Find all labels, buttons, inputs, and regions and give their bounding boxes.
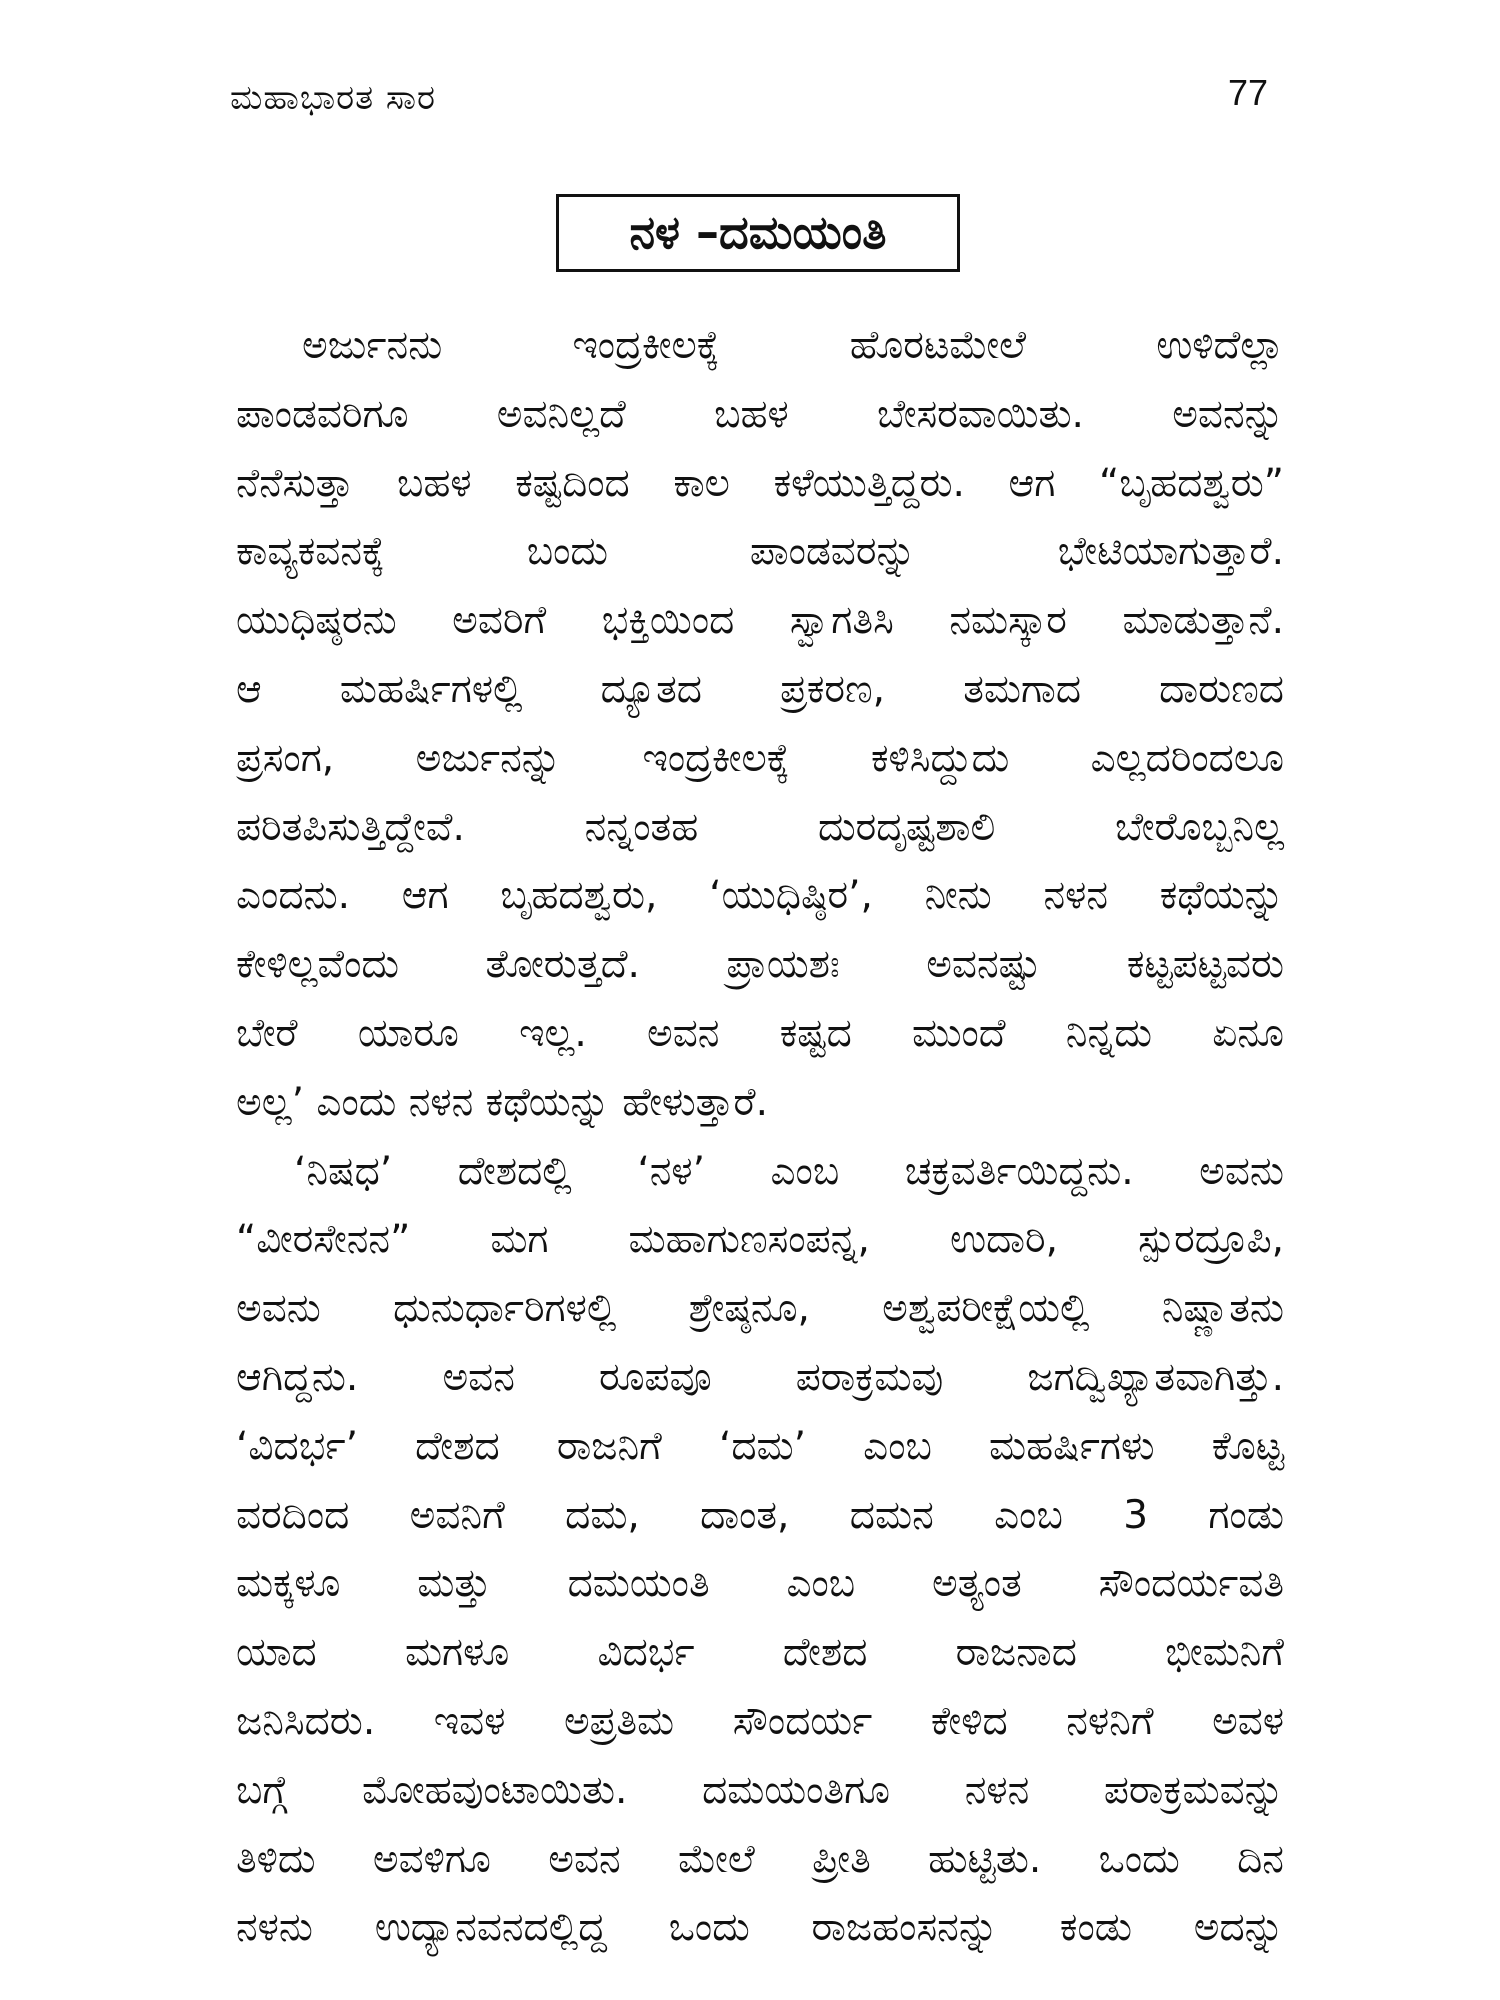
text-line: ಬೇರೆ ಯಾರೂ ಇಲ್ಲ. ಅವನ ಕಷ್ಟದ ಮುಂದೆ ನಿನ್ನದು ಏನೂ (236, 1010, 1284, 1056)
page-number: 77 (1228, 72, 1269, 113)
text-line: ನೆನೆಸುತ್ತಾ ಬಹಳ ಕಷ್ಟದಿಂದ ಕಾಲ ಕಳೆಯುತ್ತಿದ್ದರು. ಆಗ “ಬೃಹದಶ್ವರು” (236, 460, 1284, 506)
text-line: ಆ ಮಹರ್ಷಿಗಳಲ್ಲಿ ದ್ಯೂತದ ಪ್ರಕರಣ, ತಮಗಾದ ದಾರುಣದ (236, 666, 1284, 712)
text-line: ಎಂದನು. ಆಗ ಬೃಹದಶ್ವರು, ‘ಯುಧಿಷ್ಠಿರ’, ನೀನು ನಳನ ಕಥೆಯನ್ನು (236, 873, 1284, 919)
text-line: ಯುಧಿಷ್ಠರನು ಅವರಿಗೆ ಭಕ್ತಿಯಿಂದ ಸ್ವಾಗತಿಸಿ ನಮಸ್ಕಾರ ಮಾಡುತ್ತಾನೆ. (236, 598, 1284, 644)
body-text (236, 312, 1284, 1963)
text-line: ಕಾವ್ಯಕವನಕ್ಕೆ ಬಂದು ಪಾಂಡವರನ್ನು ಭೇಟಿಯಾಗುತ್ತಾರೆ. (236, 529, 1284, 575)
chapter-title-text: ನಳ –ದಮಯಂತಿ (629, 205, 887, 259)
text-line: ತಿಳಿದು ಅವಳಿಗೂ ಅವನ ಮೇಲೆ ಪ್ರೀತಿ ಹುಟ್ಟಿತು. ಒಂದು ದಿನ (236, 1836, 1284, 1882)
text-line: “ವೀರಸೇನನ” ಮಗ ಮಹಾಗುಣಸಂಪನ್ನ, ಉದಾರಿ, ಸ್ಪುರದ್ರೂಪಿ, (236, 1217, 1284, 1263)
running-title: ಮಹಾಭಾರತ ಸಾರ (230, 78, 436, 118)
text-line: ಪ್ರಸಂಗ, ಅರ್ಜುನನ್ನು ಇಂದ್ರಕೀಲಕ್ಕೆ ಕಳಿಸಿದ್ದುದು ಎಲ್ಲದರಿಂದಲೂ (236, 735, 1284, 781)
text-line: ನಳನು ಉದ್ಯಾನವನದಲ್ಲಿದ್ದ ಒಂದು ರಾಜಹಂಸನನ್ನು ಕಂಡು ಅದನ್ನು (236, 1905, 1284, 1951)
chapter-title (556, 194, 960, 272)
text-line: ಕೇಳಿಲ್ಲವೆಂದು ತೋರುತ್ತದೆ. ಪ್ರಾಯಶಃ ಅವನಷ್ಟು ಕಟ್ಟಪಟ್ಟವರು (236, 942, 1284, 988)
text-line: ಅರ್ಜುನನು ಇಂದ್ರಕೀಲಕ್ಕೆ ಹೊರಟಮೇಲೆ ಉಳಿದೆಲ್ಲಾ (302, 323, 1284, 368)
text-line: ‘ನಿಷಧ’ ದೇಶದಲ್ಲಿ ‘ನಳ’ ಎಂಬ ಚಕ್ರವರ್ತಿಯಿದ್ದನು. ಅವನು (294, 1148, 1284, 1194)
text-line: ಬಗ್ಗೆ ಮೋಹವುಂಟಾಯಿತು. ದಮಯಂತಿಗೂ ನಳನ ಪರಾಕ್ರಮವನ್ನು (236, 1767, 1284, 1813)
text-line: ಅಲ್ಲ’ ಎಂದು ನಳನ ಕಥೆಯನ್ನು ಹೇಳುತ್ತಾರೆ. (236, 1079, 768, 1125)
text-line: ಆಗಿದ್ದನು. ಅವನ ರೂಪವೂ ಪರಾಕ್ರಮವು ಜಗದ್ವಿಖ್ಯಾತವಾಗಿತ್ತು. (236, 1354, 1284, 1400)
text-line: ಅವನು ಧುನುರ್ಧಾರಿಗಳಲ್ಲಿ ಶ್ರೇಷ್ಠನೂ, ಅಶ್ವಪರೀಕ್ಷೆಯಲ್ಲಿ ನಿಷ್ಣಾತನು (236, 1286, 1284, 1332)
text-line: ಪರಿತಪಿಸುತ್ತಿದ್ದೇವೆ. ನನ್ನಂತಹ ದುರದೃಷ್ಟಶಾಲಿ ಬೇರೊಬ್ಬನಿಲ್ಲ (236, 804, 1284, 850)
text-line: ಪಾಂಡವರಿಗೂ ಅವನಿಲ್ಲದೆ ಬಹಳ ಬೇಸರವಾಯಿತು. ಅವನನ್ನು (236, 391, 1284, 437)
text-line: ಜನಿಸಿದರು. ಇವಳ ಅಪ್ರತಿಮ ಸೌಂದರ್ಯ ಕೇಳಿದ ನಳನಿಗೆ ಅವಳ (236, 1698, 1284, 1744)
text-line: ಮಕ್ಕಳೂ ಮತ್ತು ದಮಯಂತಿ ಎಂಬ ಅತ್ಯಂತ ಸೌಂದರ್ಯವತಿ (236, 1561, 1284, 1607)
text-line: ಯಾದ ಮಗಳೂ ವಿದರ್ಭ ದೇಶದ ರಾಜನಾದ ಭೀಮನಿಗೆ (236, 1630, 1284, 1676)
text-line: ‘ವಿದರ್ಭ’ ದೇಶದ ರಾಜನಿಗೆ ‘ದಮ’ ಎಂಬ ಮಹರ್ಷಿಗಳು ಕೊಟ್ಟ (236, 1423, 1284, 1469)
text-line: ವರದಿಂದ ಅವನಿಗೆ ದಮ, ದಾಂತ, ದಮನ ಎಂಬ 3 ಗಂಡು (236, 1492, 1284, 1538)
